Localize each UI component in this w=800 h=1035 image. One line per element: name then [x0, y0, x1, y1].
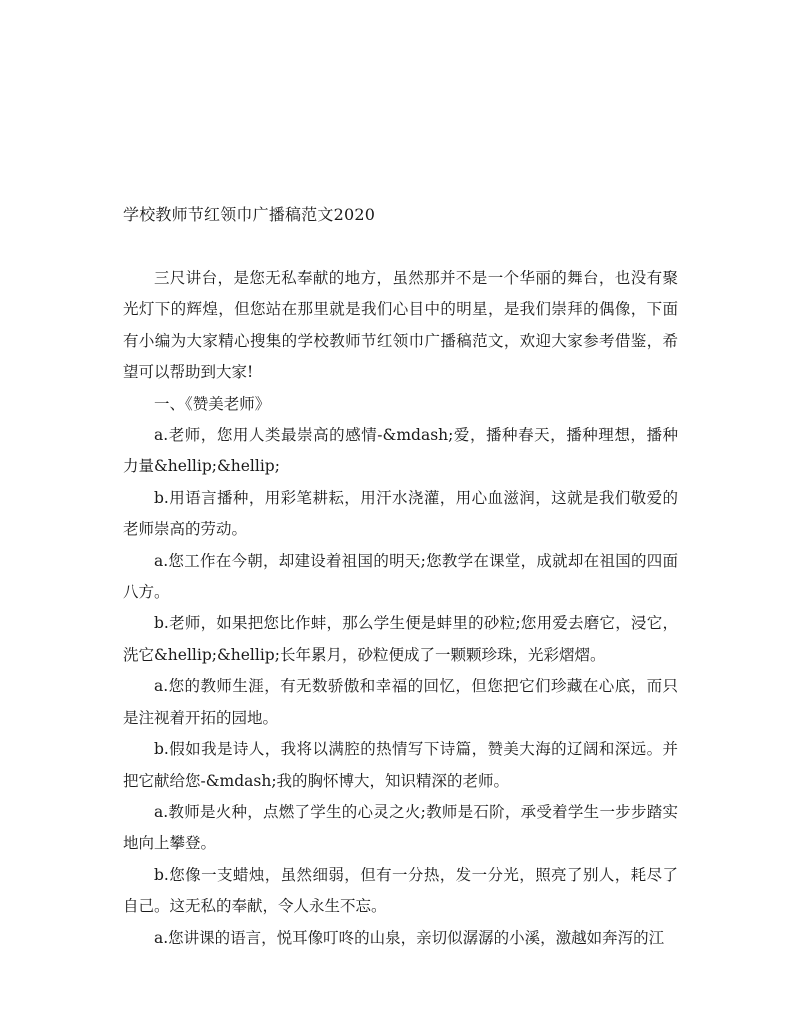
- verse-paragraph: a.您的教师生涯，有无数骄傲和幸福的回忆，但您把它们珍藏在心底，而只是注视着开拓的园地。: [123, 677, 678, 727]
- verse-paragraph: a.您讲课的语言，悦耳像叮咚的山泉，亲切似潺潺的小溪，激越如奔泻的江: [154, 928, 665, 947]
- verse-paragraph: b.用语言播种，用彩笔耕耘，用汗水浇灌，用心血滋润，这就是我们敬爱的老师崇高的劳动。: [123, 488, 678, 539]
- verse-paragraph: a.教师是火种，点燃了学生的心灵之火;教师是石阶，承受着学生一步步踏实地向上攀登。: [123, 802, 678, 853]
- verse-paragraph: a.您工作在今朝，却建设着祖国的明天;您教学在课堂，成就却在祖国的四面八方。: [123, 551, 678, 602]
- verse-paragraph: a.老师，您用人类最崇高的感情-&mdash;爱，播种春天，播种理想，播种力量&hellip;&hellip;: [123, 426, 678, 476]
- verse-paragraph: b.老师，如果把您比作蚌，那么学生便是蚌里的砂粒;您用爱去磨它，浸它，洗它&hellip;&hellip;长年累月，砂粒便成了一颗颗珍珠，光彩熠熠。: [123, 614, 678, 664]
- verse-paragraph: b.假如我是诗人，我将以满腔的热情写下诗篇，赞美大海的辽阔和深远。并把它献给您-&mdash;我的胸怀博大，知识精深的老师。: [123, 740, 678, 790]
- document-body: [123, 263, 678, 954]
- section-heading: 一、《赞美老师》: [154, 394, 271, 413]
- document-title: 学校教师节红领巾广播稿范文2020: [123, 205, 376, 224]
- intro-paragraph: 三尺讲台，是您无私奉献的地方，虽然那并不是一个华丽的舞台，也没有聚光灯下的辉煌，但您站在那里就是我们心目中的明星，是我们崇拜的偶像，下面有小编为大家精心搜集的学校教师节红领巾广播稿范文，欢迎大家参考借鉴，希望可以帮助到大家!: [123, 269, 678, 382]
- verse-paragraph: b.您像一支蜡烛，虽然细弱，但有一分热，发一分光，照亮了别人，耗尽了自己。这无私的奉献，令人永生不忘。: [123, 865, 678, 916]
